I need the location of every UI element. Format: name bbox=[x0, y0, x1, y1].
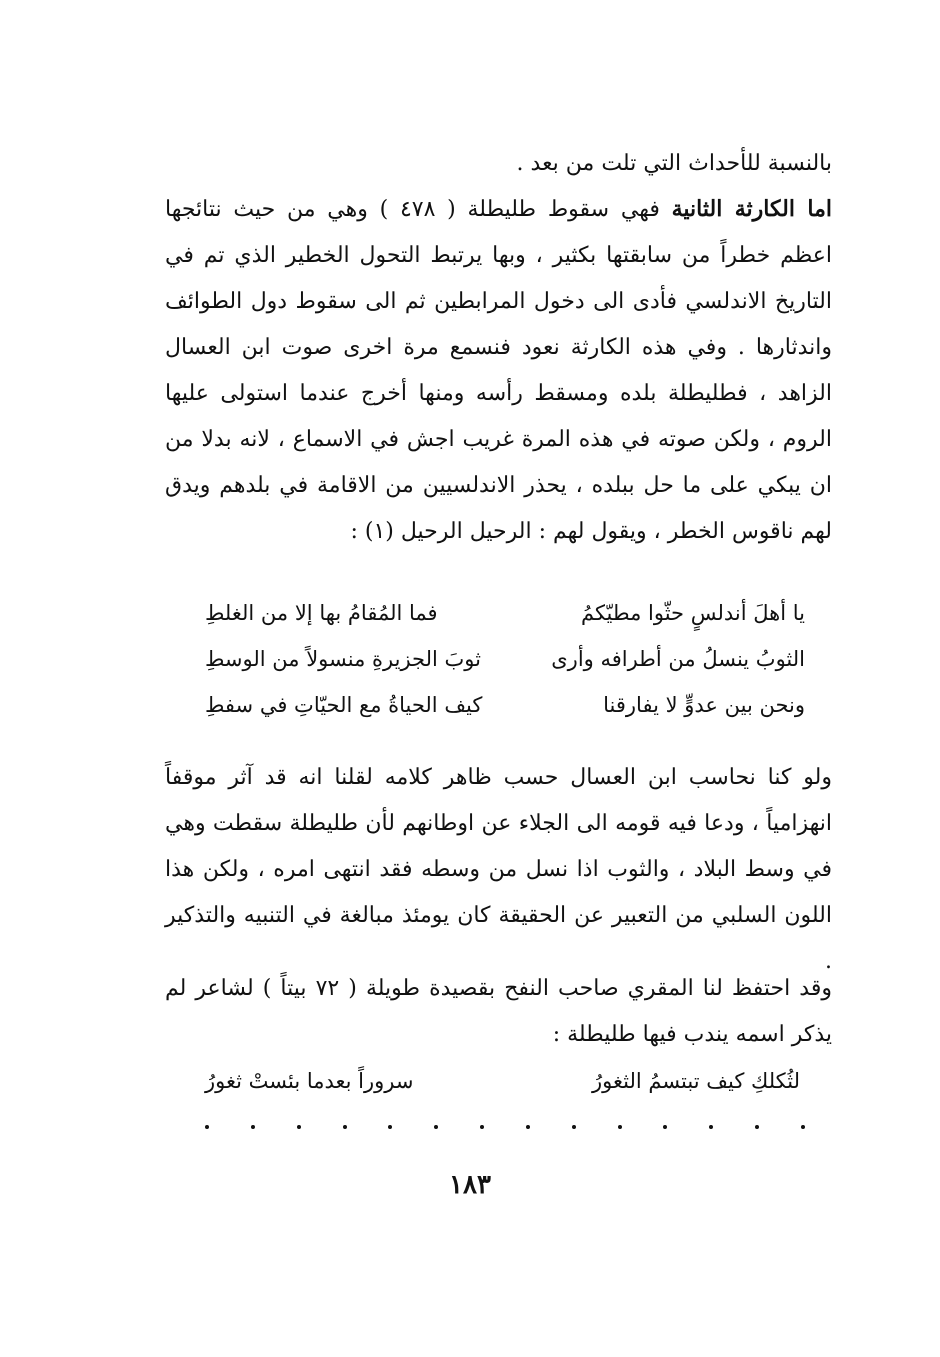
verse-first-hemistich: يا أهلَ أندلسٍ حثّوا مطيّكمُ bbox=[580, 601, 805, 625]
verse-second-hemistich: كيف الحياةُ مع الحيّاتِ في سفطِ bbox=[205, 693, 483, 717]
ellipsis-dot bbox=[709, 1125, 713, 1129]
paragraph-text: فهي سقوط طليطلة ( ٤٧٨ ) وهي من حيث نتائجها اعظم خطراً من سابقتها بكثير ، وبها يرتبط التحول الخطير الذي تم في التاريخ الاندلسي فأدى الى دخول المرابطين ثم الى سقوط دول الطوائف واندثارها . وفي هذه الكارثة نعود فنسمع مرة اخرى صوت ابن العسال الزاهد ، فطليطلة بلده ومسقط رأسه ومنها أخرج عندما استولى عليها الروم ، ولكن صوته في هذه المرة غريب اجش في الاسماع ، لانه بدلا من ان يبكي على ما حل ببلده ، يحذر الاندلسيين من الاقامة في بلدهم ويدق لهم ناقوس الخطر ، ويقول لهم : الرحيل الرحيل (١) : bbox=[165, 197, 832, 544]
ellipsis-dot bbox=[297, 1125, 301, 1129]
page-number: ١٨٣ bbox=[449, 1170, 491, 1200]
verse-second-hemistich: سروراً بعدما بئستْ ثغورُ bbox=[205, 1069, 414, 1093]
paragraph-commentary bbox=[165, 755, 832, 985]
paragraph-second-catastrophe bbox=[165, 186, 832, 555]
poem-ibn-al-assal bbox=[205, 590, 805, 728]
ellipsis-dot bbox=[663, 1125, 667, 1129]
verse-first-hemistich: ونحن بين عدوٍّ لا يفارقنا bbox=[603, 693, 805, 717]
paragraph-lead-bold: اما الكارثة الثانية bbox=[671, 196, 833, 222]
ellipsis-dot bbox=[572, 1125, 576, 1129]
paragraph-continuation bbox=[165, 141, 832, 187]
ellipsis-dot bbox=[205, 1125, 209, 1129]
ellipsis-dot bbox=[801, 1125, 805, 1129]
poem-elegy-toledo bbox=[205, 1058, 800, 1104]
verse-first-hemistich: الثوبُ ينسلُ من أطرافه وأرى bbox=[551, 647, 805, 671]
paragraph-text: بالنسبة للأحداث التي تلت من بعد . bbox=[516, 151, 832, 176]
ellipsis-dot bbox=[434, 1125, 438, 1129]
ellipsis-dot bbox=[526, 1125, 530, 1129]
ellipsis-dot bbox=[343, 1125, 347, 1129]
paragraph-text: ولو كنا نحاسب ابن العسال حسب ظاهر كلامه لقلنا انه قد آثر موقفاً انهزامياً ، ودعا فيه قومه الى الجلاء عن اوطانهم لأن طليطلة سقطت وهي في وسط البلاد ، والثوب اذا نسل من وسطه فقد انتهى امره ، ولكن هذا اللون السلبي من التعبير عن الحقيقة كان يومئذ مبالغة في التنبيه والتذكير . bbox=[165, 765, 832, 974]
ellipsis-dot bbox=[251, 1125, 255, 1129]
verse-second-hemistich: ثوبَ الجزيرةِ منسولاً من الوسطِ bbox=[205, 647, 481, 671]
poem-verse bbox=[205, 1058, 800, 1104]
ellipsis-dot bbox=[755, 1125, 759, 1129]
ellipsis-dot bbox=[618, 1125, 622, 1129]
poem-verse bbox=[205, 636, 805, 682]
poem-verse bbox=[205, 590, 805, 636]
paragraph-maqqari bbox=[165, 966, 832, 1058]
verse-first-hemistich: لثُكلكِ كيف تبتسمُ الثغورُ bbox=[591, 1069, 800, 1093]
poem-verse bbox=[205, 682, 805, 728]
ellipsis-dot bbox=[388, 1125, 392, 1129]
omission-dots bbox=[205, 1112, 805, 1142]
paragraph-text: وقد احتفظ لنا المقري صاحب النفح بقصيدة طويلة ( ٧٢ بيتاً ) لشاعر لم يذكر اسمه يندب فيها طليطلة : bbox=[165, 976, 832, 1047]
ellipsis-dot bbox=[480, 1125, 484, 1129]
verse-second-hemistich: فما المُقامُ بها إلا من الغلطِ bbox=[205, 601, 438, 625]
